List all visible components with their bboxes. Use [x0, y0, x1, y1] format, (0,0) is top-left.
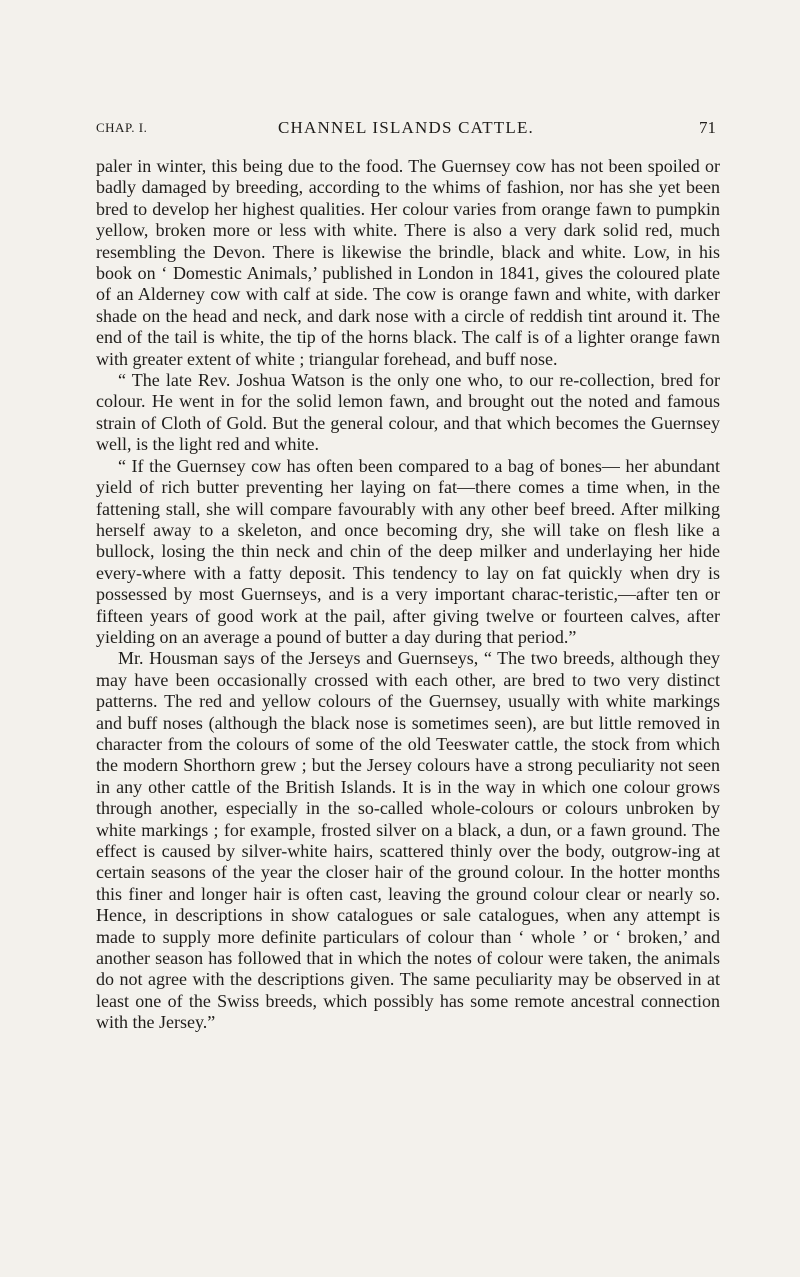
- paragraph-4: Mr. Housman says of the Jerseys and Guernseys, “ The two breeds, although they may have been occasionally crossed with each other, are bred to two very distinct patterns. The red and yellow colours of the Guernsey, usually with white markings and buff noses (although the black nose is sometimes seen), are but little removed in character from the colours of some of the old Teeswater cattle, the stock from which the modern Shorthorn grew ; but the Jersey colours have a strong peculiarity not seen in any other cattle of the British Islands. It is in the way in which one colour grows through another, especially in the so-called whole-colours or colours unbroken by white markings ; for example, frosted silver on a black, a dun, or a fawn ground. The effect is caused by silver-white hairs, scattered thinly over the body, outgrow-ing at certain seasons of the year the closer hair of the ground colour. In the hotter months this finer and longer hair is often cast, leaving the ground colour clear or nearly so. Hence, in descriptions in show catalogues or sale catalogues, when any attempt is made to supply more definite particulars of colour than ‘ whole ’ or ‘ broken,’ and another season has followed that in which the notes of colour were taken, the animals do not agree with the descriptions given. The same peculiarity may be observed in at least one of the Swiss breeds, which possibly has some remote ancestral connection with the Jersey.”: [96, 648, 720, 1033]
- chapter-label: CHAP. I.: [96, 120, 148, 135]
- paragraph-3: “ If the Guernsey cow has often been compared to a bag of bones— her abundant yield of rich butter preventing her laying on fat—there comes a time when, in the fattening stall, she will compare favourably with any other beef breed. After milking herself away to a skeleton, and once becoming dry, she will take on flesh like a bullock, losing the thin neck and chin of the deep milker and underlaying her hide every-where with a fatty deposit. This tendency to lay on fat quickly when dry is possessed by most Guernseys, and is a very important charac-teristic,—after ten or fifteen years of good work at the pail, after giving twelve or fourteen calves, after yielding on an average a pound of butter a day during that period.”: [96, 455, 720, 647]
- paragraph-2: “ The late Rev. Joshua Watson is the only one who, to our re-collection, bred for colour. He went in for the solid lemon fawn, and brought out the noted and famous strain of Cloth of Gold. But the general colour, and that which becomes the Guernsey well, is the light red and white.: [96, 370, 720, 455]
- body-text: [96, 156, 720, 1034]
- running-title: CHANNEL ISLANDS CATTLE.: [278, 118, 534, 137]
- running-head: [96, 118, 716, 142]
- page-number: 71: [699, 118, 716, 137]
- paragraph-1: paler in winter, this being due to the food. The Guernsey cow has not been spoiled or badly damaged by breeding, according to the whims of fashion, nor has she yet been bred to develop her highest qualities. Her colour varies from orange fawn to pumpkin yellow, broken more or less with white. There is also a very dark solid red, much resembling the Devon. There is likewise the brindle, black and white. Low, in his book on ‘ Domestic Animals,’ published in London in 1841, gives the coloured plate of an Alderney cow with calf at side. The cow is orange fawn and white, with darker shade on the head and neck, and dark nose with a circle of reddish tint around it. The end of the tail is white, the tip of the horns black. The calf is of a lighter orange fawn with greater extent of white ; triangular forehead, and buff nose.: [96, 156, 720, 369]
